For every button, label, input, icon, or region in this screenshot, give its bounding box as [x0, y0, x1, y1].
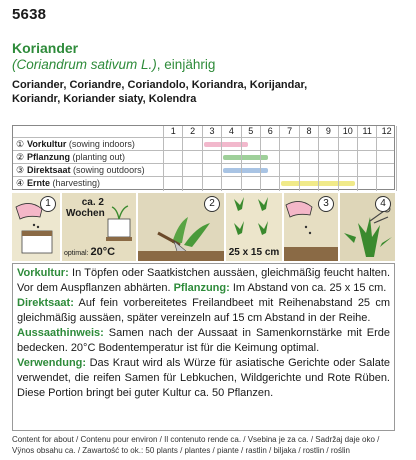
aussaat-paragraph: [17, 326, 390, 356]
grid-line: [396, 126, 397, 191]
optimal-temperature: [64, 246, 115, 258]
month-11: 11: [357, 126, 376, 137]
grid-line: [221, 126, 222, 191]
calendar-row-label: ③ Direktsaat (sowing outdoors): [16, 165, 145, 175]
month-1: 1: [163, 126, 182, 137]
step-number-4: 4: [375, 196, 391, 212]
month-3: 3: [202, 126, 221, 137]
month-4: 4: [221, 126, 240, 137]
grid-line: [318, 126, 319, 191]
latin-name-text: (Coriandrum sativum L.): [12, 57, 157, 72]
direktsaat-paragraph: [17, 296, 390, 326]
month-9: 9: [318, 126, 337, 137]
plant-title: Koriander: [12, 40, 79, 56]
translated-names: [12, 78, 407, 106]
footer-line-1: Content for about / Contenu pour environ / Il contenuto rende ca. / Vsebina je za ca. / Sadržaj daje oko /: [12, 435, 380, 444]
month-10: 10: [338, 126, 357, 137]
instructions-block: [12, 263, 395, 431]
spacing-label: 25 x 15 cm: [228, 247, 280, 258]
step-1-sow-panel: [12, 193, 60, 261]
vorkultur-paragraph: [17, 266, 390, 296]
step-number-2: 2: [204, 196, 220, 212]
grid-line: [376, 126, 377, 191]
vorkultur-label: Vorkultur:: [17, 267, 69, 279]
grid-line: [182, 126, 183, 191]
optimal-value: 20°C: [90, 246, 116, 258]
step-number-3: 3: [318, 196, 334, 212]
content-footer: [12, 434, 407, 456]
calendar-row-label: ① Vorkultur (sowing indoors): [16, 139, 135, 149]
calendar-bar-pflanzung: [223, 155, 268, 160]
month-7: 7: [279, 126, 298, 137]
latin-name: [12, 57, 215, 72]
verwendung-text: Das Kraut wird als Würze für asiatische Gerichte oder Salate verwendet, die reifen Samen für Lebkuchen, Wildgerichte und Rote Rüben. Diese Portion bringt bei guter Kultur ca. 50 Pflanzen.: [17, 357, 390, 399]
month-8: 8: [299, 126, 318, 137]
pflanzung-label: Pflanzung:: [173, 282, 230, 294]
names-line-1: Coriander, Coriandre, Coriandolo, Koriandra, Korijandar,: [12, 79, 308, 91]
step-number-1: 1: [40, 196, 56, 212]
article-code: 5638: [12, 6, 47, 23]
sowing-calendar: [12, 125, 395, 190]
verwendung-paragraph: [17, 356, 390, 401]
grid-line: [202, 126, 203, 191]
grid-line: [241, 126, 242, 191]
calendar-bar-direktsaat: [223, 168, 268, 173]
grid-line: [299, 126, 300, 191]
step-2-planting-panel: [138, 193, 224, 261]
direktsaat-label: Direktsaat:: [17, 297, 74, 309]
plant-spacing-panel: [226, 193, 282, 261]
month-6: 6: [260, 126, 279, 137]
pflanzung-text: Im Abstand von ca. 25 x 15 cm.: [229, 282, 387, 294]
lifecycle-text: , einjährig: [156, 57, 216, 72]
footer-line-2: Vÿnos obsahu ca. / Zawartość to ok.: 50 plants / plantes / piante / rastlin / biljaka / rostlin / roślin: [12, 446, 350, 455]
duration-unit: Wochen: [66, 208, 105, 219]
vorkultur-text: In Töpfen oder Saatkistchen aussäen, gleichmäßig feucht halten. Vor dem Auspflanzen abhärten.: [17, 267, 390, 294]
grid-line: [357, 126, 358, 191]
grid-line: [163, 126, 164, 191]
month-2: 2: [182, 126, 201, 137]
grid-line: [260, 126, 261, 191]
grid-line: [338, 126, 339, 191]
pictogram-strip: [12, 193, 395, 261]
grid-line: [279, 126, 280, 191]
verwendung-label: Verwendung:: [17, 357, 87, 369]
calendar-row-label: ② Pflanzung (planting out): [16, 152, 126, 162]
optimal-label: optimal:: [64, 250, 89, 257]
calendar-row-label: ④ Ernte (harvesting): [16, 178, 101, 188]
month-12: 12: [376, 126, 395, 137]
aussaat-label: Aussaathinweis:: [17, 327, 104, 339]
month-5: 5: [241, 126, 260, 137]
names-line-2: Koriandr, Koriander siaty, Kolendra: [12, 93, 197, 105]
step-3-direct-sowing-panel: [284, 193, 338, 261]
duration-value: ca. 2: [81, 197, 104, 208]
plant-spacing-icon: [226, 193, 282, 243]
aussaat-text: Samen nach der Aussaat in Samenkornstärke mit Erde bedecken. 20°C Bodentemperatur ist für die Keimung optimal.: [17, 327, 390, 354]
calendar-bar-vorkultur: [204, 142, 249, 147]
germination-panel: [62, 193, 136, 261]
direktsaat-text: Auf fein vorbereitetes Freilandbeet mit Reihenabstand 25 cm gleichmäßig aussäen, später vereinzeln auf 15 cm Abstand in der Reihe.: [17, 297, 390, 324]
step-4-harvest-panel: [340, 193, 395, 261]
